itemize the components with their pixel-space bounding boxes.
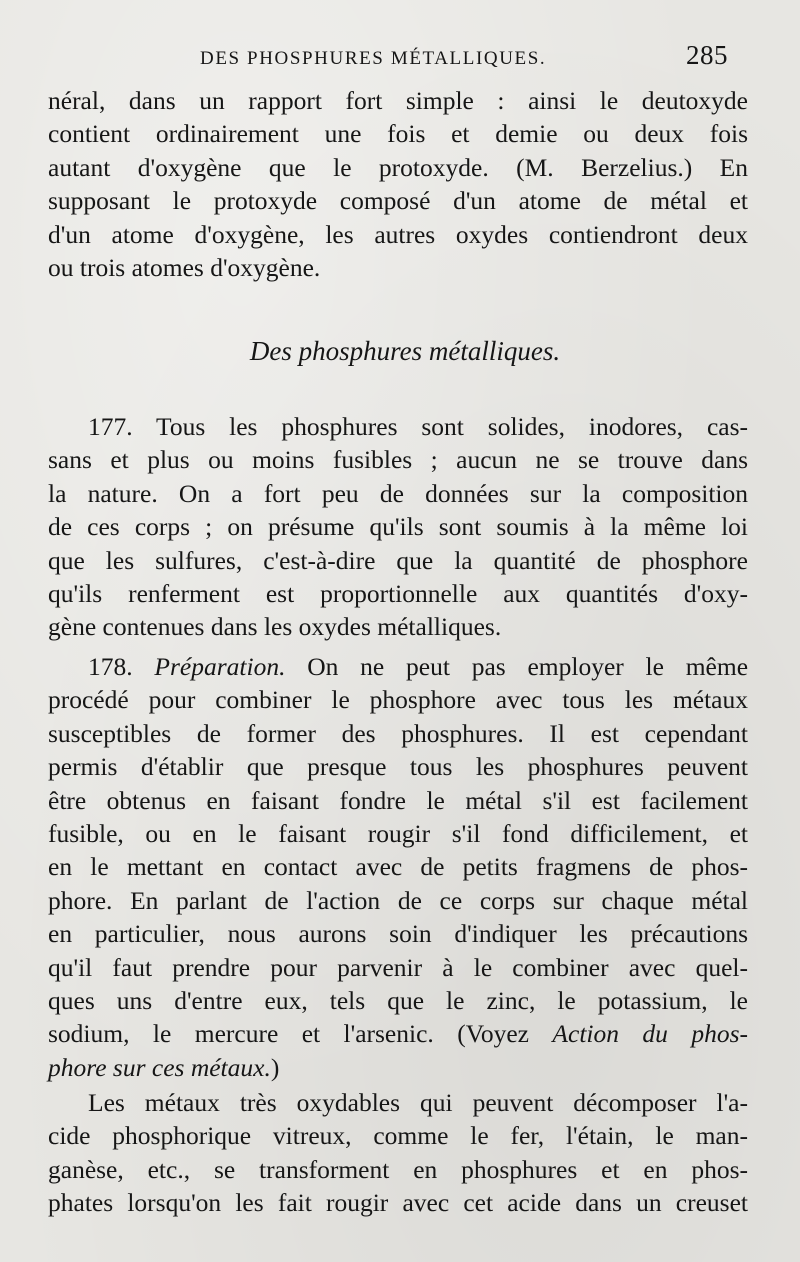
text-line: procédé pour combiner le phosphore avec tous les métaux: [48, 685, 748, 715]
text-fragment: Tous les phosphures sont solides, inodores, cas-: [156, 412, 748, 441]
text-line: phore. En parlant de l'action de ce corps sur chaque métal: [48, 885, 748, 915]
text-line-with-reference: [48, 1017, 748, 1050]
paragraph-final: [48, 1086, 748, 1220]
text-line: ou trois atomes d'oxygène.: [48, 252, 321, 282]
text-line: autant d'oxygène que le protoxyde. (M. Berzelius.) En: [48, 152, 748, 182]
text-line: d'un atome d'oxygène, les autres oxydes contiendront deux: [48, 219, 748, 249]
text-line: néral, dans un rapport fort simple : ainsi le deutoxyde: [48, 86, 748, 115]
text-line: cide phosphorique vitreux, comme le fer, l'étain, le man-: [48, 1121, 748, 1151]
running-title: DES PHOSPHURES MÉTALLIQUES.: [200, 48, 547, 69]
text-line: que les sulfures, c'est-à-dire que la quantité de phosphore: [48, 545, 748, 575]
text-line-with-reference: [48, 1051, 748, 1084]
text-line: sans et plus ou moins fusibles ; aucun ne se trouve dans: [48, 445, 748, 475]
cross-reference: phore sur ces métaux.: [48, 1052, 271, 1082]
text-line: susceptibles de former des phosphures. Il est cependant: [48, 718, 748, 748]
section-title: Des phosphures métalliques.: [249, 336, 561, 366]
cross-reference: Action du phos-: [552, 1019, 749, 1049]
text-line: permis d'établir que presque tous les phosphures peuvent: [48, 752, 748, 782]
text-fragment: sodium, le mercure et l'arsenic. (Voyez: [48, 1019, 529, 1049]
text-line: contient ordinairement une fois et demie ou deux fois: [48, 119, 748, 149]
text-line: ganèse, etc., se transforment en phosphures et en phos-: [48, 1154, 748, 1184]
paragraph-178: [48, 650, 748, 1084]
paragraph-first-line: [48, 410, 748, 443]
text-line: être obtenus en faisant fondre le métal s'il est facilement: [48, 785, 748, 815]
running-head: [0, 38, 800, 78]
paragraph-177: [48, 410, 748, 644]
text-line: phates lorsqu'on les fait rougir avec cet acide dans un creuset: [48, 1188, 748, 1218]
page-number: 285: [686, 40, 728, 70]
text-line: en particulier, nous aurons soin d'indiquer les précautions: [48, 919, 748, 949]
text-line: qu'il faut prendre pour parvenir à le combiner avec quel-: [48, 952, 748, 982]
paragraph-number: 178.: [88, 652, 133, 681]
text-line: de ces corps ; on présume qu'ils sont soumis à la même loi: [48, 512, 748, 542]
text-line: fusible, ou en le faisant rougir s'il fond difficilement, et: [48, 818, 748, 848]
text-line: ques uns d'entre eux, tels que le zinc, le potassium, le: [48, 985, 748, 1015]
paragraph-number: 177.: [88, 412, 133, 441]
text-line: en le mettant en contact avec de petits fragmens de phos-: [48, 852, 748, 882]
text-line: gène contenues dans les oxydes métalliques.: [48, 612, 502, 642]
text-line: qu'ils renferment est proportionnelle aux quantités d'oxy-: [48, 578, 748, 608]
text-fragment: On ne peut pas employer le même: [307, 652, 749, 681]
text-line: la nature. On a fort peu de données sur la composition: [48, 478, 748, 508]
paragraph-first-line: [48, 650, 748, 683]
text-line: Les métaux très oxydables qui peuvent décomposer l'a-: [88, 1088, 748, 1117]
text-fragment: ): [270, 1052, 280, 1082]
text-line: supposant le protoxyde composé d'un atome de métal et: [48, 186, 748, 216]
opening-paragraph: [48, 84, 748, 284]
paragraph-heading: Préparation.: [154, 652, 286, 681]
